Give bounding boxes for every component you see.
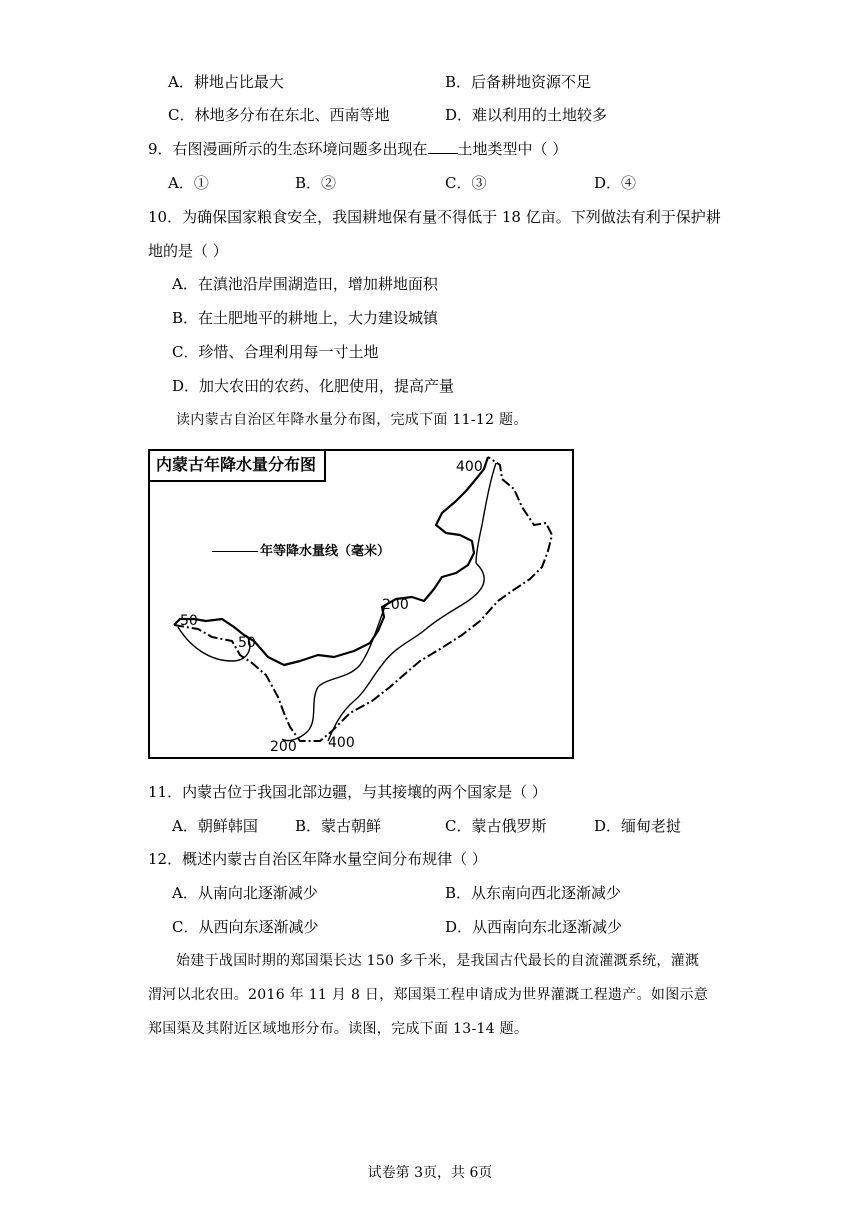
q10-option-a: A．在滇池沿岸围湖造田，增加耕地面积 bbox=[172, 275, 438, 293]
q9-option-d: D．④ bbox=[594, 174, 637, 192]
q9-stem-part2: 土地类型中（ ） bbox=[457, 140, 568, 158]
q9-option-a: A．① bbox=[168, 174, 209, 192]
isoline-label-200-bottom: 200 bbox=[270, 739, 297, 755]
q10-option-c: C．珍惜、合理利用每一寸土地 bbox=[172, 343, 379, 361]
map-drawing bbox=[150, 451, 572, 757]
isoline-label-50-right: 50 bbox=[238, 635, 256, 651]
q12-option-b: B．从东南向西北逐渐减少 bbox=[445, 884, 622, 902]
precipitation-map bbox=[148, 449, 574, 759]
q10-option-d: D．加大农田的农药、化肥使用，提高产量 bbox=[172, 377, 455, 395]
map-legend bbox=[212, 544, 390, 560]
intro-11-12: 读内蒙古自治区年降水量分布图，完成下面 11-12 题。 bbox=[176, 412, 528, 428]
intro-13-14-line3: 郑国渠及其附近区域地形分布。读图，完成下面 13-14 题。 bbox=[148, 1021, 529, 1037]
q11-option-c: C．蒙古俄罗斯 bbox=[445, 817, 547, 835]
q8-option-c: C．林地多分布在东北、西南等地 bbox=[168, 106, 390, 124]
q8-option-a: A．耕地占比最大 bbox=[168, 73, 284, 91]
q12-stem: 12．概述内蒙古自治区年降水量空间分布规律（ ） bbox=[148, 850, 487, 868]
q9-option-c: C．③ bbox=[445, 174, 487, 192]
q11-option-a: A．朝鲜韩国 bbox=[172, 817, 258, 835]
province-border bbox=[174, 457, 552, 741]
isoline-label-400-bottom: 400 bbox=[328, 735, 355, 751]
isoline-200 bbox=[282, 609, 384, 741]
map-legend-label: 年等降水量线（毫米） bbox=[260, 544, 391, 559]
q8-option-b: B．后备耕地资源不足 bbox=[445, 73, 592, 91]
q12-option-c: C．从西向东逐渐减少 bbox=[172, 918, 319, 936]
isoline-400-top bbox=[476, 463, 496, 563]
q12-option-a: A．从南向北逐渐减少 bbox=[172, 884, 318, 902]
q10-option-b: B．在土肥地平的耕地上，大力建设城镇 bbox=[172, 309, 439, 327]
q8-option-d: D．难以利用的土地较多 bbox=[445, 106, 608, 124]
q12-option-d: D．从西南向东北逐渐减少 bbox=[445, 918, 623, 936]
q11-stem: 11．内蒙古位于我国北部边疆，与其接壤的两个国家是（ ） bbox=[148, 783, 547, 801]
q9-stem bbox=[148, 139, 567, 159]
province-northern-border bbox=[174, 457, 488, 665]
q10-stem-line1: 10．为确保国家粮食安全，我国耕地保有量不得低于 18 亿亩。下列做法有利于保护耕 bbox=[148, 208, 721, 226]
legend-line-icon bbox=[212, 551, 258, 552]
q9-answer-blank bbox=[428, 139, 458, 154]
page-footer: 试卷第 3页，共 6页 bbox=[367, 1165, 493, 1181]
intro-13-14-line1: 始建于战国时期的郑国渠长达 150 多千米，是我国古代最长的自流灌溉系统，灌溉 bbox=[176, 953, 700, 969]
intro-13-14-line2: 渭河以北农田。2016 年 11 月 8 日，郑国渠工程申请成为世界灌溉工程遗产。如图示意 bbox=[148, 987, 709, 1003]
q10-stem-line2: 地的是（ ） bbox=[148, 242, 228, 260]
q11-option-b: B．蒙古朝鲜 bbox=[295, 817, 382, 835]
map-title: 内蒙古年降水量分布图 bbox=[150, 451, 326, 482]
q9-option-b: B．② bbox=[295, 174, 337, 192]
q9-stem-part1: 9．右图漫画所示的生态环境问题多出现在 bbox=[148, 140, 428, 158]
isoline-label-200-mid: 200 bbox=[382, 597, 409, 613]
q11-option-d: D．缅甸老挝 bbox=[594, 817, 682, 835]
isoline-label-400-top: 400 bbox=[456, 459, 483, 475]
isoline-label-50-left: 50 bbox=[180, 613, 198, 629]
